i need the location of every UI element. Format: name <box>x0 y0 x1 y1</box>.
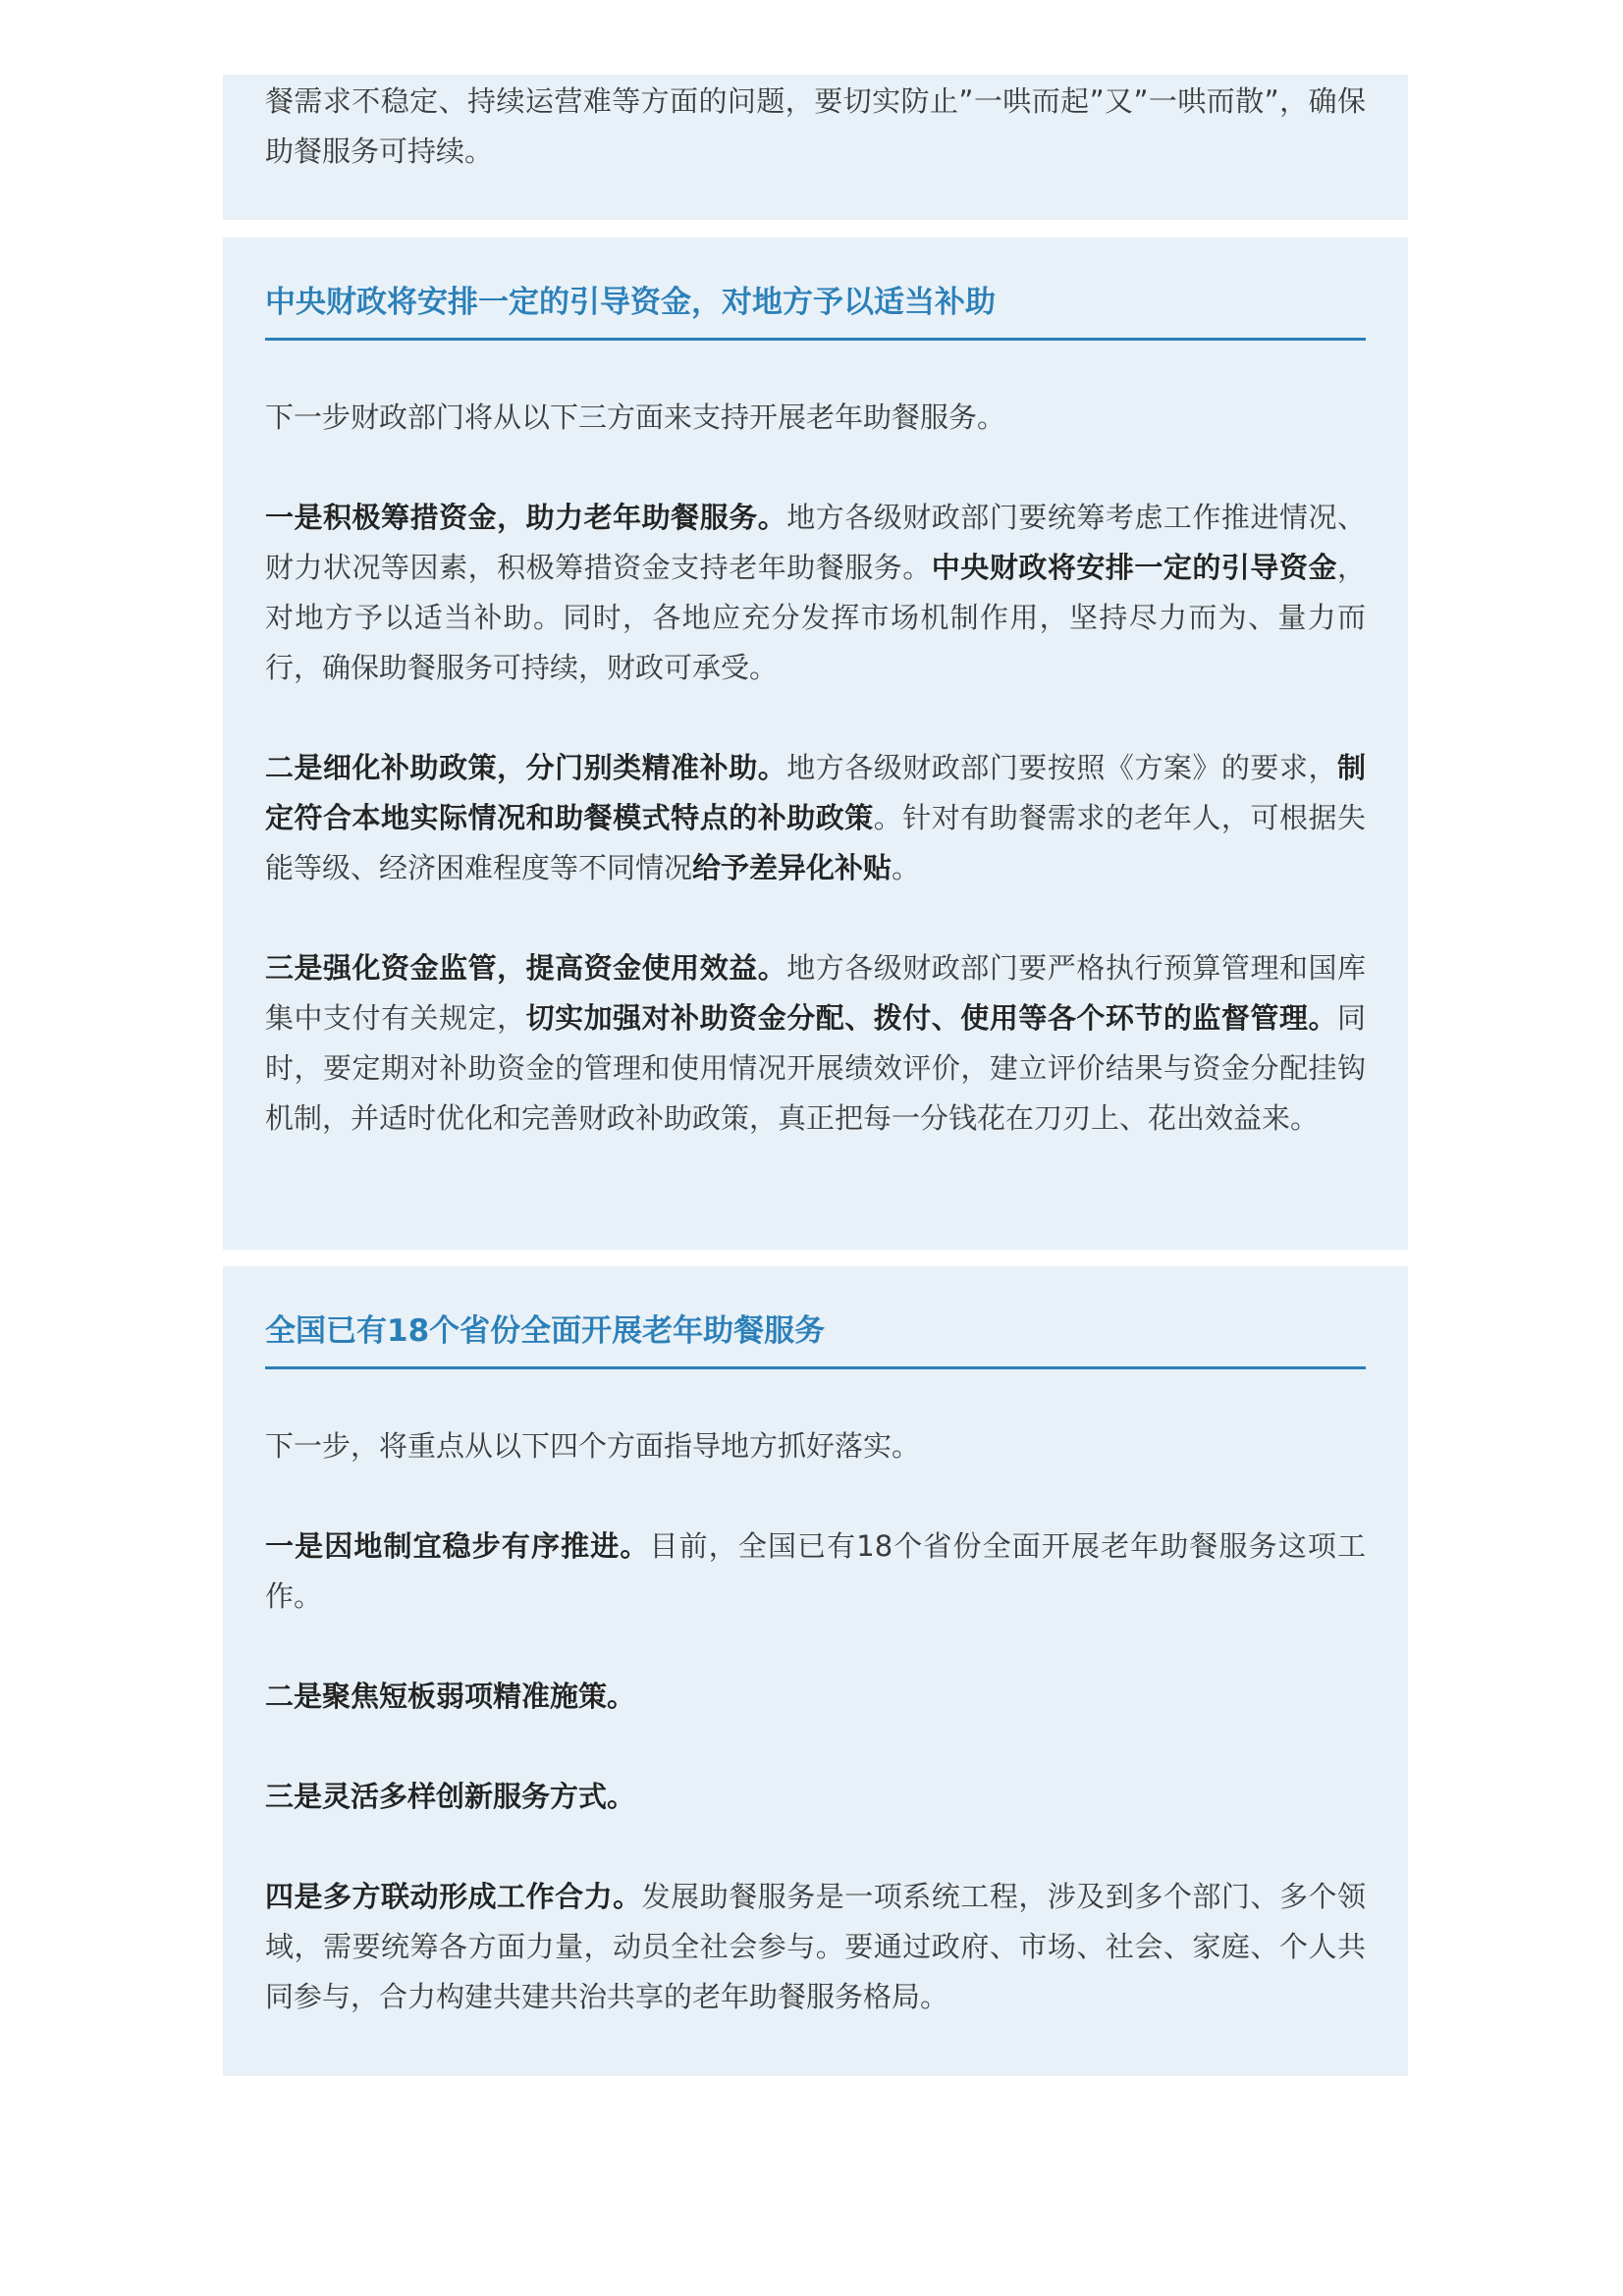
section-body <box>265 393 1366 1144</box>
paragraph: 餐需求不稳定、持续运营难等方面的问题，要切实防止”一哄而起”又”一哄而散”，确保助餐服务可持续。 <box>265 84 1366 168</box>
text: 。针对有助餐需求的老年人，可根据失能等级、经济困难程度等不同情况 <box>265 801 1366 884</box>
bold-phrase: 中央财政将安排一定的引导资金 <box>931 551 1337 584</box>
text: 同时，要定期对补助资金的管理和使用情况开展绩效评价，建立评价结果与资金分配挂钩机制，并适时优化和完善财政补助政策，真正把每一分钱花在刀刃上、花出效益来。 <box>265 1001 1366 1135</box>
section-body <box>265 1421 1366 2022</box>
paragraph-three <box>265 1772 1366 1822</box>
text: ，对地方予以适当补助。同时，各地应充分发挥市场机制作用，坚持尽力而为、量力而行，确保助餐服务可持续，财政可承受。 <box>265 551 1366 684</box>
paragraph-one <box>265 1522 1366 1622</box>
intro-paragraph: 下一步，将重点从以下四个方面指导地方抓好落实。 <box>265 1429 921 1463</box>
text: 地方各级财政部门要统筹考虑工作推进情况、财力状况等因素，积极筹措资金支持老年助餐服务。 <box>265 501 1366 584</box>
continued-text-panel <box>223 75 1408 220</box>
paragraph-one <box>265 493 1366 693</box>
intro-paragraph: 下一步财政部门将从以下三方面来支持开展老年助餐服务。 <box>265 400 1006 434</box>
bold-lead: 二是细化补助政策，分门别类精准补助。 <box>265 751 787 784</box>
section-title: 中央财政将安排一定的引导资金，对地方予以适当补助 <box>265 281 1366 341</box>
continued-paragraph <box>265 77 1366 177</box>
bold-lead: 一是因地制宜稳步有序推进。 <box>265 1529 650 1563</box>
paragraph-four <box>265 1872 1366 2022</box>
bold-lead: 三是强化资金监管，提高资金使用效益。 <box>265 951 787 985</box>
section-provinces <box>223 1266 1408 2076</box>
text: 发展助餐服务是一项系统工程，涉及到多个部门、多个领域，需要统筹各方面力量，动员全社会参与。要通过政府、市场、社会、家庭、个人共同参与，合力构建共建共治共享的老年助餐服务格局。 <box>265 1880 1366 2013</box>
paragraph-three <box>265 943 1366 1144</box>
bold-phrase: 制定符合本地实际情况和助餐模式特点的补助政策 <box>265 751 1366 834</box>
bold-lead: 二是聚焦短板弱项精准施策。 <box>265 1680 636 1713</box>
text: 地方各级财政部门要按照《方案》的要求， <box>786 751 1337 784</box>
section-title: 全国已有18个省份全面开展老年助餐服务 <box>265 1309 1366 1369</box>
text: 目前，全国已有18个省份全面开展老年助餐服务这项工作。 <box>265 1529 1366 1613</box>
text: 。 <box>892 851 921 884</box>
bold-phrase: 给予差异化补贴 <box>692 851 893 884</box>
paragraph-two <box>265 1672 1366 1722</box>
bold-lead: 三是灵活多样创新服务方式。 <box>265 1780 636 1813</box>
text: 地方各级财政部门要严格执行预算管理和国库集中支付有关规定， <box>265 951 1366 1035</box>
bold-lead: 一是积极筹措资金，助力老年助餐服务。 <box>265 501 787 534</box>
section-central-finance <box>223 238 1408 1250</box>
bold-lead: 四是多方联动形成工作合力。 <box>265 1880 642 1913</box>
paragraph-two <box>265 743 1366 893</box>
bold-phrase: 切实加强对补助资金分配、拨付、使用等各个环节的监督管理。 <box>525 1001 1337 1035</box>
